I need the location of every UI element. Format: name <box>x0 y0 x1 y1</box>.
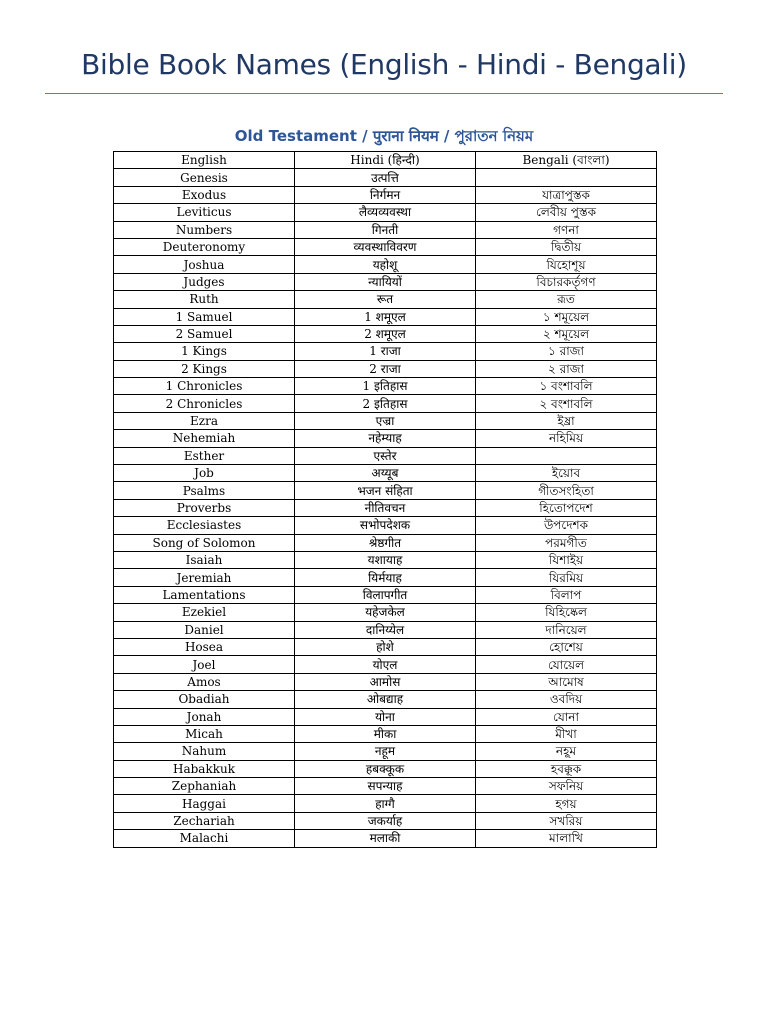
cell-english: Habakkuk <box>114 760 295 777</box>
cell-english: Joshua <box>114 256 295 273</box>
table-row <box>114 482 657 499</box>
cell-bengali: বিচারকর্তৃগণ <box>476 273 657 290</box>
cell-hindi: मीका <box>295 725 476 742</box>
cell-bengali: যোনা <box>476 708 657 725</box>
cell-bengali: ২ রাজা <box>476 360 657 377</box>
cell-hindi: व्यवस्थाविवरण <box>295 238 476 255</box>
cell-hindi: 1 राजा <box>295 343 476 360</box>
cell-english: Proverbs <box>114 499 295 516</box>
table-row <box>114 447 657 464</box>
table-row <box>114 308 657 325</box>
document-title: Bible Book Names (English - Hindi - Bengali) <box>81 48 687 81</box>
cell-english: Song of Solomon <box>114 534 295 551</box>
cell-hindi: लैव्यव्यवस्था <box>295 204 476 221</box>
cell-english: Jeremiah <box>114 569 295 586</box>
table-row <box>114 691 657 708</box>
cell-english: Amos <box>114 673 295 690</box>
cell-hindi: अय्यूब <box>295 465 476 482</box>
cell-hindi: श्रेष्ठगीत <box>295 534 476 551</box>
cell-bengali: আমোষ <box>476 673 657 690</box>
cell-english: Nahum <box>114 743 295 760</box>
cell-hindi: जकर्याह <box>295 812 476 829</box>
cell-hindi: रूत <box>295 291 476 308</box>
cell-hindi: निर्गमन <box>295 186 476 203</box>
cell-english: Micah <box>114 725 295 742</box>
cell-bengali: পরমগীত <box>476 534 657 551</box>
cell-hindi: न्यायियों <box>295 273 476 290</box>
cell-bengali: হবক্কূক <box>476 760 657 777</box>
cell-bengali: যাত্রাপুস্তক <box>476 186 657 203</box>
cell-bengali: দ্বিতীয় <box>476 238 657 255</box>
cell-bengali: গীতসংহিতা <box>476 482 657 499</box>
table-row <box>114 795 657 812</box>
table-row <box>114 534 657 551</box>
cell-hindi: दानिय्येल <box>295 621 476 638</box>
cell-bengali: ইয়োব <box>476 465 657 482</box>
cell-english: Nehemiah <box>114 430 295 447</box>
cell-bengali: ১ শমূয়েল <box>476 308 657 325</box>
cell-hindi: गिनती <box>295 221 476 238</box>
table-row <box>114 465 657 482</box>
cell-english: Genesis <box>114 169 295 186</box>
cell-bengali: যিহিষ্কেল <box>476 604 657 621</box>
table-row <box>114 430 657 447</box>
cell-hindi: 2 राजा <box>295 360 476 377</box>
cell-bengali: ১ রাজা <box>476 343 657 360</box>
column-header-english: English <box>114 152 295 169</box>
cell-bengali: যোয়েল <box>476 656 657 673</box>
table-row <box>114 569 657 586</box>
cell-hindi: मलाकी <box>295 830 476 847</box>
cell-bengali: ১ বংশাবলি <box>476 378 657 395</box>
section-title: Old Testament / पुराना नियम / পুরাতন নিয়ম <box>234 127 534 145</box>
table-row <box>114 343 657 360</box>
cell-english: Psalms <box>114 482 295 499</box>
cell-english: Zechariah <box>114 812 295 829</box>
cell-hindi: योएल <box>295 656 476 673</box>
cell-hindi: भजन संहिता <box>295 482 476 499</box>
table-row <box>114 673 657 690</box>
cell-english: Obadiah <box>114 691 295 708</box>
cell-english: Lamentations <box>114 586 295 603</box>
cell-hindi: यहेजकेल <box>295 604 476 621</box>
cell-bengali: ইষ্রা <box>476 412 657 429</box>
cell-english: Haggai <box>114 795 295 812</box>
cell-english: 2 Samuel <box>114 325 295 342</box>
cell-english: Ezra <box>114 412 295 429</box>
table-row <box>114 499 657 516</box>
cell-bengali: নহূম <box>476 743 657 760</box>
cell-hindi: होशे <box>295 638 476 655</box>
table-row <box>114 256 657 273</box>
cell-hindi: उत्पत्ति <box>295 169 476 186</box>
table-row <box>114 291 657 308</box>
cell-english: Hosea <box>114 638 295 655</box>
cell-hindi: नीतिवचन <box>295 499 476 516</box>
table-header-row <box>114 152 657 169</box>
table-row <box>114 169 657 186</box>
cell-english: Daniel <box>114 621 295 638</box>
cell-hindi: हाग्गै <box>295 795 476 812</box>
cell-bengali: যিরমিয় <box>476 569 657 586</box>
cell-hindi: 1 इतिहास <box>295 378 476 395</box>
cell-hindi: सपन्याह <box>295 778 476 795</box>
cell-english: Isaiah <box>114 551 295 568</box>
cell-bengali: লেবীয় পুস্তক <box>476 204 657 221</box>
cell-english: Exodus <box>114 186 295 203</box>
cell-bengali: হোশেয় <box>476 638 657 655</box>
table-row <box>114 204 657 221</box>
cell-english: Jonah <box>114 708 295 725</box>
cell-bengali <box>476 447 657 464</box>
cell-hindi: सभोपदेशक <box>295 517 476 534</box>
cell-hindi: यहोशू <box>295 256 476 273</box>
cell-hindi: हबक्कूक <box>295 760 476 777</box>
cell-english: Esther <box>114 447 295 464</box>
table-row <box>114 273 657 290</box>
cell-english: Numbers <box>114 221 295 238</box>
table-row <box>114 238 657 255</box>
cell-bengali: হগয় <box>476 795 657 812</box>
cell-hindi: योना <box>295 708 476 725</box>
table-row <box>114 395 657 412</box>
cell-bengali: সখরিয় <box>476 812 657 829</box>
column-header-hindi: Hindi (हिन्दी) <box>295 152 476 169</box>
cell-english: Ezekiel <box>114 604 295 621</box>
cell-bengali: বিলাপ <box>476 586 657 603</box>
cell-bengali: উপদেশক <box>476 517 657 534</box>
cell-bengali: হিতোপদেশ <box>476 499 657 516</box>
table-row <box>114 604 657 621</box>
cell-hindi: यशायाह <box>295 551 476 568</box>
table-row <box>114 743 657 760</box>
table-row <box>114 656 657 673</box>
cell-english: Ruth <box>114 291 295 308</box>
cell-bengali <box>476 169 657 186</box>
cell-bengali: ওবদিয় <box>476 691 657 708</box>
cell-bengali: ২ শমূয়েল <box>476 325 657 342</box>
table-row <box>114 725 657 742</box>
cell-hindi: आमोस <box>295 673 476 690</box>
cell-bengali: যিহোশূয় <box>476 256 657 273</box>
cell-english: 1 Chronicles <box>114 378 295 395</box>
table-row <box>114 221 657 238</box>
table-row <box>114 186 657 203</box>
cell-english: 2 Chronicles <box>114 395 295 412</box>
cell-hindi: 2 शमूएल <box>295 325 476 342</box>
cell-english: Deuteronomy <box>114 238 295 255</box>
title-divider <box>45 93 723 94</box>
cell-bengali: যিশাইয় <box>476 551 657 568</box>
cell-bengali: সফনিয় <box>476 778 657 795</box>
cell-hindi: यिर्मयाह <box>295 569 476 586</box>
cell-english: 1 Kings <box>114 343 295 360</box>
cell-bengali: নহিমিয় <box>476 430 657 447</box>
cell-bengali: গণনা <box>476 221 657 238</box>
table-row <box>114 621 657 638</box>
cell-hindi: ओबद्याह <box>295 691 476 708</box>
cell-english: Zephaniah <box>114 778 295 795</box>
table-row <box>114 778 657 795</box>
cell-bengali: মালাখি <box>476 830 657 847</box>
table-row <box>114 517 657 534</box>
table-row <box>114 812 657 829</box>
table-row <box>114 638 657 655</box>
cell-english: 2 Kings <box>114 360 295 377</box>
cell-english: Job <box>114 465 295 482</box>
cell-hindi: 2 इतिहास <box>295 395 476 412</box>
book-names-table <box>113 151 657 848</box>
column-header-bengali: Bengali (বাংলা) <box>476 152 657 169</box>
table-row <box>114 378 657 395</box>
cell-hindi: नहूम <box>295 743 476 760</box>
cell-english: Ecclesiastes <box>114 517 295 534</box>
cell-hindi: विलापगीत <box>295 586 476 603</box>
table-row <box>114 551 657 568</box>
cell-hindi: नहेम्याह <box>295 430 476 447</box>
cell-english: Malachi <box>114 830 295 847</box>
cell-bengali: মীখা <box>476 725 657 742</box>
cell-english: Joel <box>114 656 295 673</box>
table-row <box>114 830 657 847</box>
cell-bengali: দানিয়েল <box>476 621 657 638</box>
table-row <box>114 360 657 377</box>
cell-hindi: एज्रा <box>295 412 476 429</box>
table-row <box>114 586 657 603</box>
table-row <box>114 760 657 777</box>
cell-bengali: ২ বংশাবলি <box>476 395 657 412</box>
table-row <box>114 708 657 725</box>
table-row <box>114 325 657 342</box>
cell-hindi: 1 शमूएल <box>295 308 476 325</box>
cell-bengali: রূত <box>476 291 657 308</box>
cell-hindi: एस्तेर <box>295 447 476 464</box>
cell-english: Leviticus <box>114 204 295 221</box>
cell-english: 1 Samuel <box>114 308 295 325</box>
cell-english: Judges <box>114 273 295 290</box>
table-row <box>114 412 657 429</box>
